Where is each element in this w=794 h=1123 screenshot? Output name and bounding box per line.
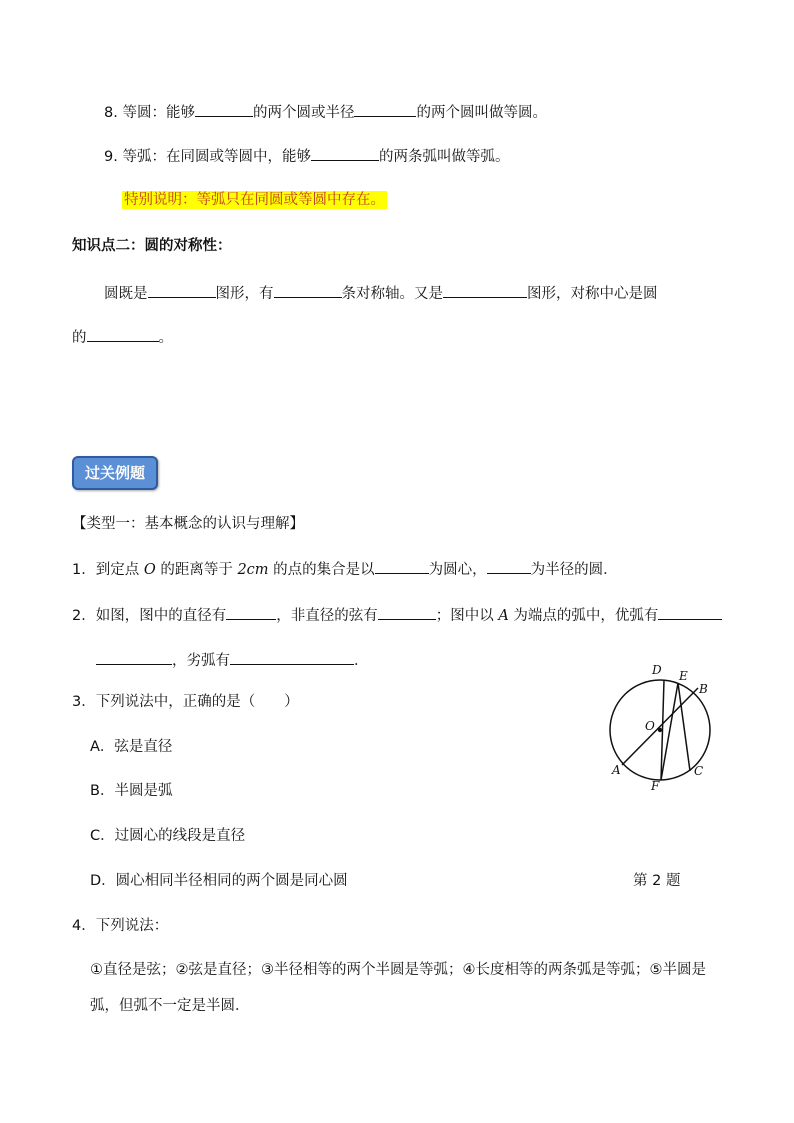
q2-text-2: ，非直径的弦有	[276, 608, 378, 624]
q1-text-4: 为圆心，	[428, 562, 487, 578]
question-2-line-1	[72, 604, 722, 626]
item-8-text-3: 的两个圆叫做等圆。	[416, 105, 547, 121]
item-9-number: 9.	[104, 149, 118, 165]
blank[interactable]	[378, 604, 436, 620]
blank[interactable]	[487, 558, 531, 574]
symmetry-text-1: 圆既是	[104, 286, 148, 302]
blank[interactable]	[148, 282, 216, 298]
q2-text-3: ；图中以	[435, 608, 499, 624]
item-9-text-1: 等弧：在同圆或等圆中，能够	[122, 149, 311, 165]
q2-number: 2．	[72, 608, 96, 624]
blank[interactable]	[658, 604, 722, 620]
q2-text-4: 为端点的弧中，优弧有	[508, 608, 659, 624]
q1-number: 1．	[72, 562, 96, 578]
label-o: O	[645, 719, 655, 733]
label-d: D	[652, 663, 662, 677]
option-b[interactable]: B．半圆是弧	[90, 783, 173, 799]
q1-text-1: 到定点	[95, 562, 144, 578]
blank[interactable]	[230, 649, 354, 665]
section-title: 知识点二：圆的对称性：	[72, 238, 232, 254]
examples-badge: 过关例题	[72, 456, 158, 490]
label-a: A	[612, 763, 621, 777]
option-a[interactable]: A．弦是直径	[90, 739, 173, 755]
q1-text-5: 为半径的圆．	[530, 562, 618, 578]
symmetry-line-1	[104, 282, 658, 304]
label-f: F	[651, 779, 660, 793]
symmetry-text-5: 的	[72, 330, 87, 346]
blank[interactable]	[443, 282, 527, 298]
blank[interactable]	[226, 604, 276, 620]
question-4-line-1: ①直径是弦；②弦是直径；③半径相等的两个半圆是等弧；④长度相等的两条弧是等弧；⑤半圆是	[90, 962, 706, 978]
label-b: B	[699, 682, 708, 696]
option-c[interactable]: C．过圆心的线段是直径	[90, 828, 246, 844]
q1-text-3: 的点的集合是以	[268, 562, 375, 578]
q1-unit: 2cm	[237, 562, 269, 578]
q1-text-2: 的距离等于	[155, 562, 238, 578]
blank[interactable]	[354, 101, 416, 117]
blank[interactable]	[311, 145, 379, 161]
figure-caption: 第 2 题	[633, 873, 681, 889]
q2-text-1: 如图，图中的直径有	[95, 608, 227, 624]
item-9-text-2: 的两条弧叫做等弧。	[378, 149, 510, 165]
special-note-text: 特别说明：等弧只在同圆或等圆中存在。	[124, 192, 385, 208]
item-8-text-1: 等圆：能够	[122, 105, 195, 121]
chord-da	[622, 688, 698, 765]
type-heading: 【类型一：基本概念的认识与理解】	[72, 516, 304, 532]
question-3-stem: 3．下列说法中，正确的是（ ）	[72, 694, 299, 710]
symmetry-text-3: 条对称轴。又是	[341, 286, 443, 302]
q2-var-a: A	[498, 608, 509, 624]
q1-var-o: O	[143, 562, 156, 578]
symmetry-text-6: 。	[158, 330, 173, 346]
q2-text-6: ．	[354, 653, 369, 669]
blank[interactable]	[274, 282, 342, 298]
blank[interactable]	[87, 326, 159, 342]
special-note	[122, 190, 387, 210]
question-1	[72, 558, 618, 580]
question-4-line-2: 弧，但弧不一定是半圆．	[90, 998, 250, 1014]
question-4-stem: 4．下列说法：	[72, 918, 169, 934]
item-8	[104, 101, 547, 123]
symmetry-text-4: 图形，对称中心是圆	[527, 286, 658, 302]
item-9	[104, 145, 509, 167]
question-2-line-2	[96, 649, 369, 671]
item-8-number: 8.	[104, 105, 118, 121]
blank[interactable]	[375, 558, 429, 574]
blank[interactable]	[195, 101, 253, 117]
label-c: C	[694, 764, 704, 778]
blank[interactable]	[96, 649, 172, 665]
symmetry-line-2	[72, 326, 173, 348]
center-point	[658, 728, 662, 732]
symmetry-text-2: 图形，有	[215, 286, 274, 302]
label-e: E	[679, 669, 688, 683]
item-8-text-2: 的两个圆或半径	[252, 105, 355, 121]
circle-figure	[600, 658, 730, 798]
option-d[interactable]: D．圆心相同半径相同的两个圆是同心圆	[90, 873, 348, 889]
chord-ec	[678, 683, 690, 771]
q2-text-5: ，劣弧有	[172, 653, 230, 669]
